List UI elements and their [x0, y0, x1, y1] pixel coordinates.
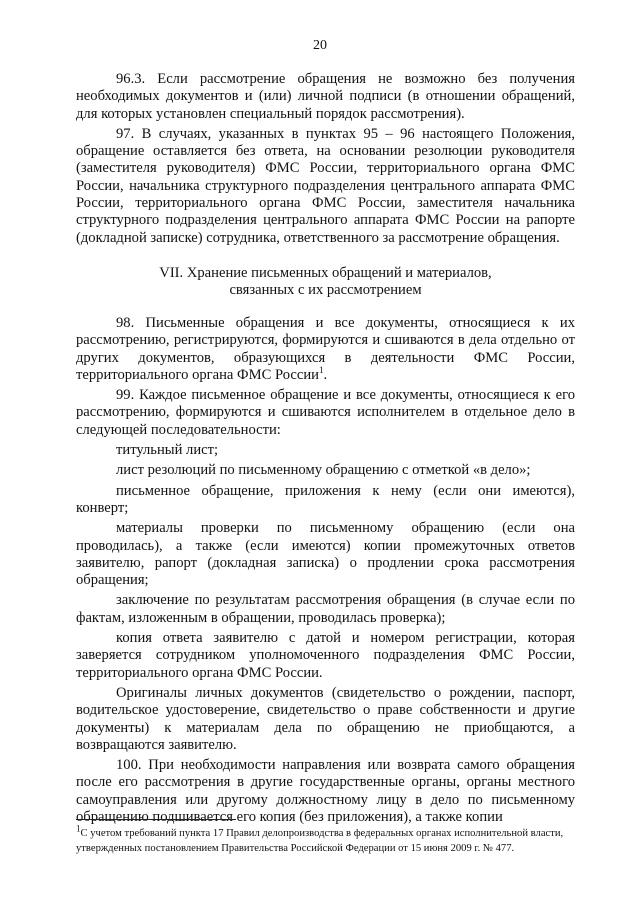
p-originals: Оригиналы личных документов (свидетельство о рождении, паспорт, водительское удостоверение, свидетельство о праве собственности и другие документы) к материалам дела по обращению не приобщаются, а возвращаются заявителю. [76, 684, 575, 753]
item-inspection-materials: материалы проверки по письменному обращению (если она проводилась), а также (если имеются) копии промежуточных ответов заявителю, рапорт (докладная записка) о продлении срока рассмотрения обращения; [76, 520, 575, 589]
item-reply-copy: копия ответа заявителю с датой и номером регистрации, которая заверяется сотрудником уполномоченного подразделения ФМС России, территориального органа ФМС России. [76, 630, 575, 681]
remaining-paragraphs [76, 387, 575, 826]
p-97: 97. В случаях, указанных в пунктах 95 – 96 настоящего Положения, обращение оставляется без ответа, на основании резолюции руководителя (заместителя руководителя) ФМС России, территориального органа ФМС России, начальника структурного подразделения центрального аппарата ФМС России, территориального органа ФМС России, заместителя начальника структурного подразделения центрального аппарата ФМС России на рапорте (докладной записке) сотрудника, ответственного за рассмотрение обращения. [76, 125, 575, 246]
item-resolution-sheet: лист резолюций по письменному обращению с отметкой «в дело»; [116, 462, 531, 479]
section-heading [76, 265, 575, 299]
footnote [76, 823, 575, 856]
item-conclusion: заключение по результатам рассмотрения обращения (в случае если по фактам, изложенным в обращении, проводилась проверка); [76, 592, 575, 626]
footnote-divider [76, 819, 236, 820]
p-99: 99. Каждое письменное обращение и все документы, относящиеся к его рассмотрению, формируются и сшиваются исполнителем в отдельное дело в следующей последовательности: [76, 387, 575, 438]
page-number: 20 [313, 38, 327, 53]
top-paragraphs [76, 71, 575, 247]
paragraph-98-end: . [323, 366, 328, 383]
p-100: 100. При необходимости направления или возврата самого обращения после его рассмотрения в другие государственные органы, органы местного самоуправления или другому должностному лицу в дело по письменному обращению подшивается его копия (без приложения), а также копии [76, 757, 575, 825]
document-body [76, 71, 575, 826]
footnote-text: С учетом требований пункта 17 Правил делопроизводства в федеральных органах исполнительной власти, утвержденных постановлением Правительства Российской Федерации от 15 июня 2009 г. № 477. [76, 828, 564, 854]
p-96-3: 96.3. Если рассмотрение обращения не возможно без получения необходимых документов и (или) личной подписи (в отношении обращений, для которых установлен специальный порядок рассмотрения). [76, 71, 575, 122]
paragraph-98 [76, 315, 575, 384]
item-written-appeal: письменное обращение, приложения к нему (если они имеются), конверт; [76, 482, 575, 516]
paragraph-98-text: 98. Письменные обращения и все документы, относящиеся к их рассмотрению, регистрируются, формируются и сшиваются в дела отдельно от других документов, образующихся в деятельности ФМС России, территориального органа ФМС России [76, 314, 575, 383]
section-heading-line-2: связанных с их рассмотрением [229, 281, 422, 298]
footnote-reference: 1 [318, 365, 324, 375]
item-title-sheet: титульный лист; [116, 442, 219, 459]
section-heading-line-1: VII. Хранение письменных обращений и материалов, [159, 264, 492, 281]
footnote-marker: 1 [76, 823, 81, 834]
